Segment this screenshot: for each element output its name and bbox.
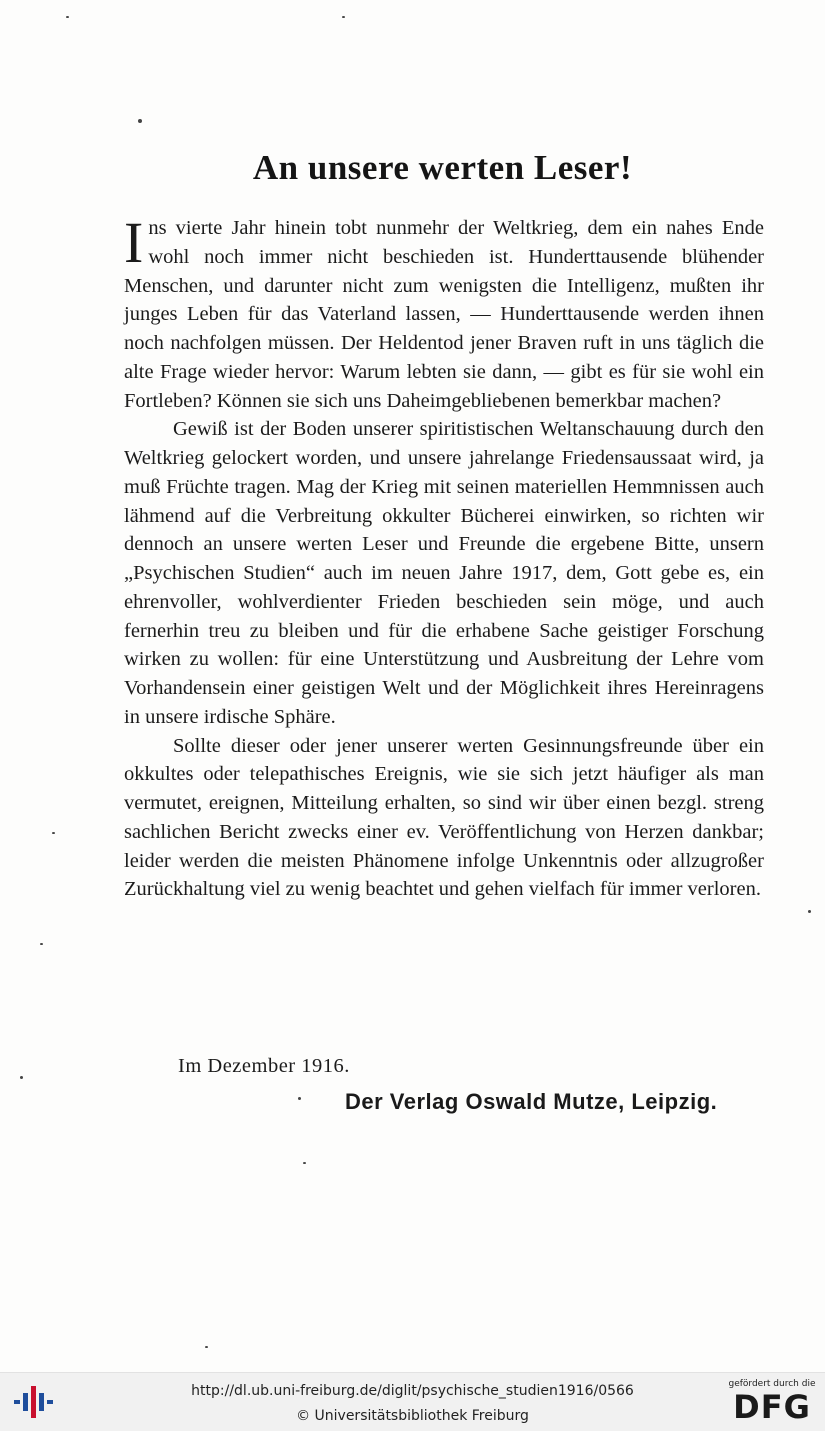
copyright-line: © Universitätsbibliothek Freiburg: [296, 1408, 529, 1424]
publisher-signature: Der Verlag Oswald Mutze, Leipzig.: [345, 1089, 718, 1114]
scan-speck: [298, 1097, 301, 1100]
paragraph-3: Sollte dieser oder jener unserer werten Gesinnungsfreunde über ein okkultes oder telepathisches Ereignis, wie sie sich jetzt häufiger als man vermutet, ereignen, Mitteilung erhalten, so sind wir über einen bezgl. streng sachlichen Bericht zwecks einer ev. Veröffentlichung von Herzen dankbar; leider werden die meisten Phänomene infolge Unkenntnis oder allzugroßer Zurückhaltung viel zu wenig beachtet und gehen vielfach für immer verloren.: [124, 734, 764, 901]
page-title: An unsere werten Leser!: [252, 148, 633, 187]
letter-body: [124, 210, 764, 904]
scan-speck: [40, 943, 43, 945]
scan-speck: [808, 910, 811, 913]
paragraph-1: [124, 210, 764, 415]
dfg-caption: gefördert durch die: [728, 1379, 816, 1389]
scan-speck: [342, 16, 345, 18]
paragraph-1-text: ns vierte Jahr hinein tobt nunmehr der Weltkrieg, dem ein nahes Ende wohl noch immer nicht beschieden ist. Hunderttausende blühender Menschen, und darunter nicht zum wenigsten die Intelligenz, mußten ihr junges Leben für das Vaterland lassen, — Hunderttausende werden ihnen noch nachfolgen müssen. Der Heldentod jener Braven ruft in uns täglich die alte Frage wieder hervor: Warum lebten sie dann, — gibt es für sie wohl ein Fortleben? Können sie sich uns Daheimgebliebenen bemerkbar machen?: [124, 217, 764, 412]
scan-speck: [20, 1076, 23, 1079]
source-url[interactable]: http://dl.ub.uni-freiburg.de/diglit/psychische_studien1916/0566: [191, 1383, 634, 1399]
scan-speck: [52, 832, 55, 834]
scan-speck: [303, 1162, 306, 1164]
scan-speck: [205, 1346, 208, 1348]
drop-cap: I: [124, 210, 144, 275]
footer-bar: [0, 1372, 825, 1431]
scan-speck: [66, 16, 69, 18]
scan-speck: [138, 119, 142, 123]
dfg-logo: [728, 1379, 816, 1427]
letter-date: Im Dezember 1916.: [178, 1055, 350, 1077]
dfg-mark: DFG: [733, 1388, 811, 1426]
paragraph-2: Gewiß ist der Boden unserer spiritistischen Weltanschauung durch den Weltkrieg gelockert worden, und unsere jahrelange Friedensaussaat wird, ja muß Früchte tragen. Mag der Krieg mit seinen materiellen Hemmnissen auch lähmend auf die Verbreitung okkulter Bücherei einwirken, so richten wir dennoch an unsere werten Leser und Freunde die ergebene Bitte, unsern „Psychischen Studien“ auch im neuen Jahre 1917, dem, Gott gebe es, ein ehrenvoller, wohlverdienter Frieden beschieden sein möge, und auch fernerhin treu zu bleiben und für die erhabene Sache geistiger Forschung wirken zu wollen: für eine Unterstützung und Ausbreitung der Lehre vom Vorhandensein einer geistigen Welt und der Möglichkeit ihres Hereinragens in unsere irdische Sphäre.: [124, 418, 764, 728]
